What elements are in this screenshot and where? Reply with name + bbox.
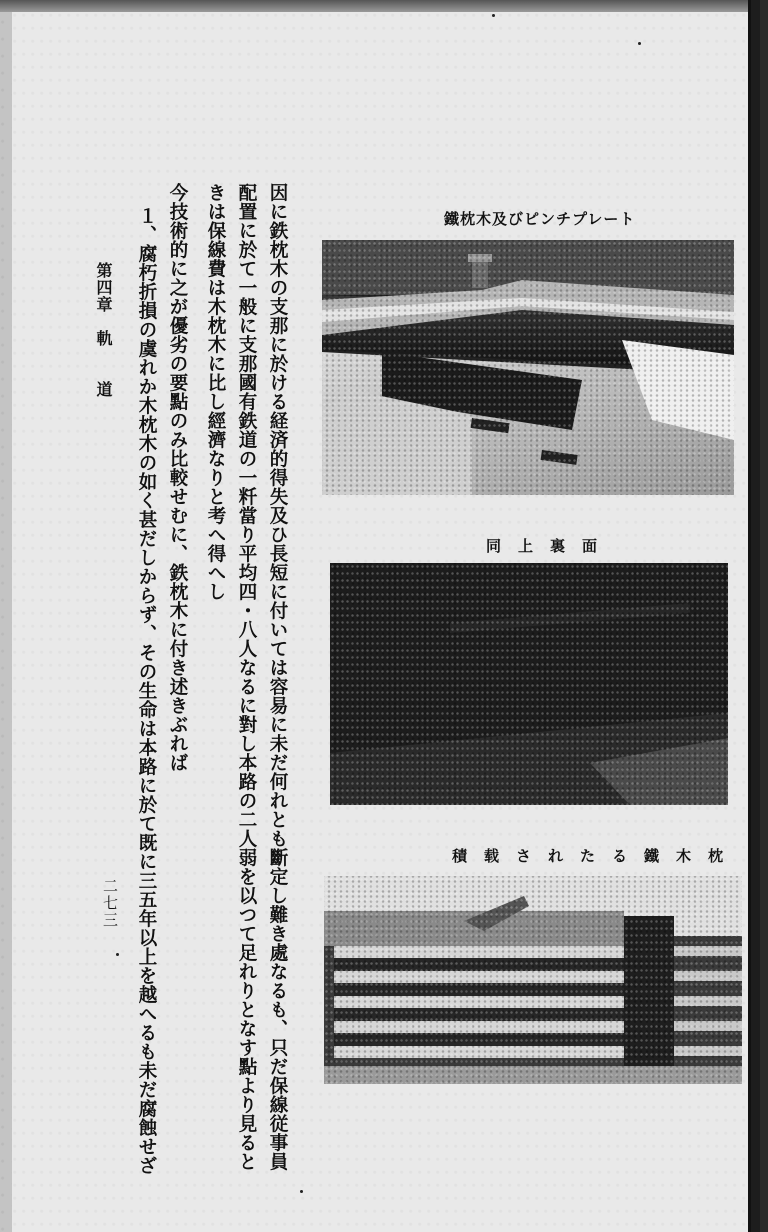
photo-caption-3: 積 载 さ れ た る 鐵 木 枕 bbox=[452, 847, 725, 865]
body-text-column-2: 配置に於て一般に支那國有鉄道の一粁當り平均四・八人なるに對し本路の二人弱を以つて足れりとなす點より見ると bbox=[236, 183, 257, 1171]
scan-speck bbox=[300, 1190, 303, 1193]
photo-sleeper-underside bbox=[330, 563, 728, 805]
body-text-column-3: きは保線費は木枕木に比し經濟なりと考へ得へし bbox=[205, 183, 226, 601]
photo-steel-sleeper bbox=[322, 240, 734, 495]
body-text-column-4: 今技術的に之が優劣の要點のみ比較せむに、鉄枕木に付き述きぶれば bbox=[167, 183, 188, 772]
scan-speck bbox=[492, 14, 495, 17]
photo-grain bbox=[322, 240, 734, 495]
scan-speck bbox=[638, 42, 641, 45]
book-binding-edge bbox=[748, 0, 768, 1232]
photo-grain bbox=[330, 563, 728, 805]
photo-stacked-sleepers bbox=[324, 876, 742, 1084]
photo-caption-2: 同 上 裏 面 bbox=[486, 537, 599, 555]
body-text-column-1: 因に鉄枕木の支那に於ける経済的得失及ひ長短に付いては容易に未だ何れとも斷定し難き處なるも、只だ保線従事員 bbox=[267, 183, 288, 1171]
photo-caption-1: 鐵枕木及びピンチプレート bbox=[444, 210, 636, 228]
body-text-column-5: １、腐朽折損の虞れか木枕木の如く甚だしからず、その生命は本路に於て既に三五年以上を越へるも未だ腐蝕せざ bbox=[136, 206, 157, 1175]
scan-speck bbox=[116, 953, 119, 956]
chapter-heading: 第四章 軌 道 bbox=[94, 262, 113, 398]
page-number: 二七三 bbox=[101, 878, 119, 929]
page-top-edge bbox=[0, 0, 768, 12]
photo-grain bbox=[324, 876, 742, 1084]
